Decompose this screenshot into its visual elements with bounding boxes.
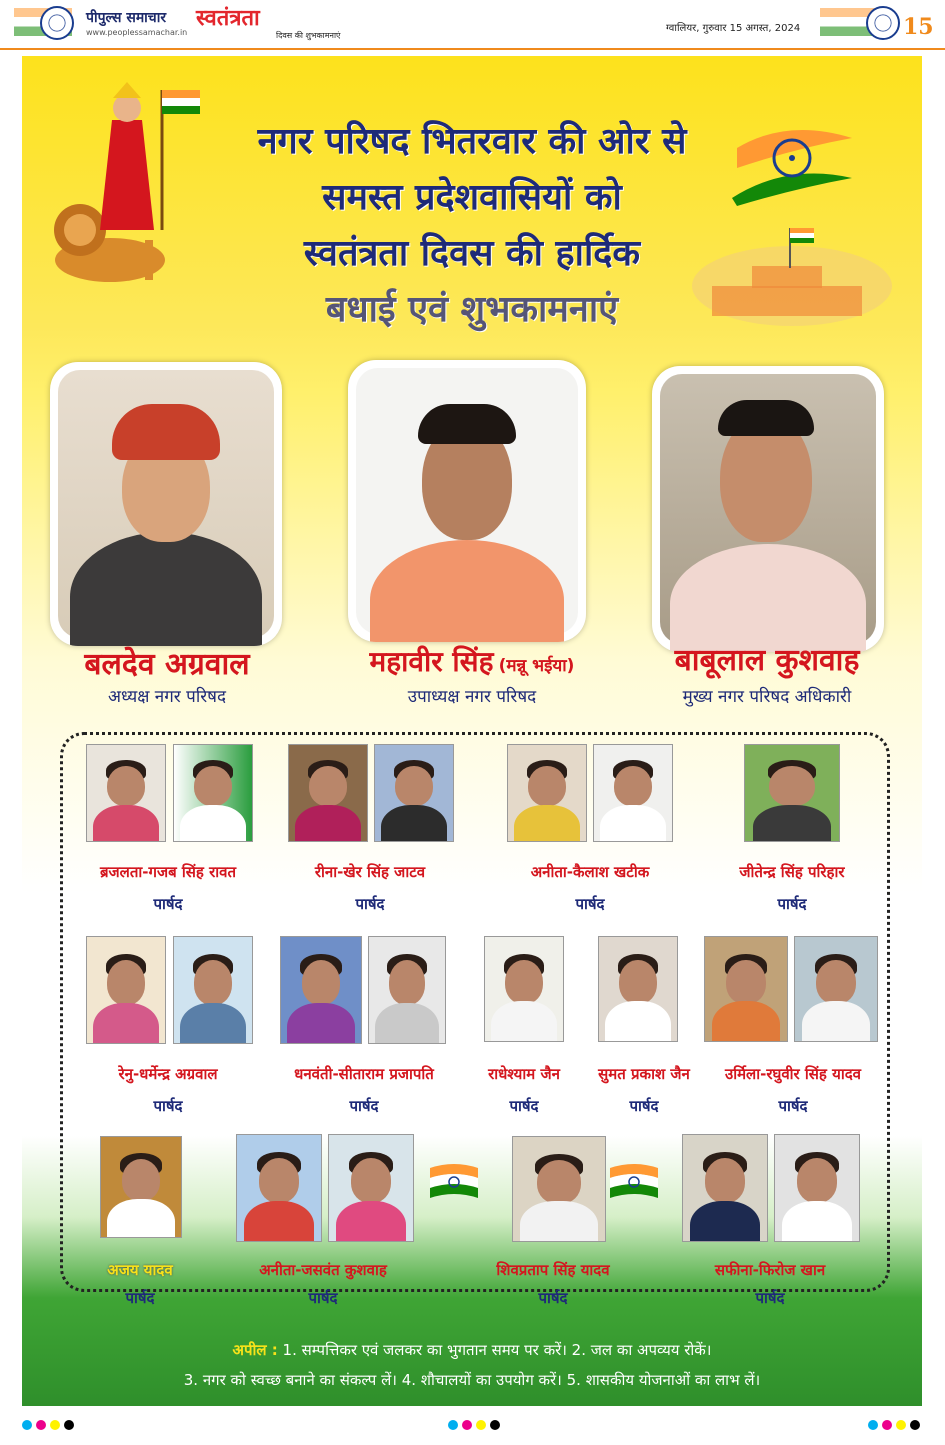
councillor-photo xyxy=(507,744,587,842)
tricolor-flag-icon xyxy=(426,1160,482,1204)
headline-line-2: समस्त प्रदेशवासियों को xyxy=(322,177,622,218)
councillor-name: ब्रजलता-गजब सिंह रावत xyxy=(99,863,236,881)
councillor-photo xyxy=(682,1134,768,1242)
councillor-role: पार्षद xyxy=(778,1097,808,1115)
headline-line-1: नगर परिषद भितरवार की ओर से xyxy=(257,121,687,162)
councillor-photo xyxy=(484,936,564,1042)
councillor-role: पार्षद xyxy=(777,895,807,913)
councillor-name: उर्मिला-रघुवीर सिंह यादव xyxy=(724,1065,862,1083)
leader-name-3: बाबूलाल कुशवाह xyxy=(674,643,860,678)
print-registration-mark xyxy=(896,1420,906,1430)
print-registration-mark xyxy=(490,1420,500,1430)
section-subtitle: दिवस की शुभकामनाएं xyxy=(276,31,341,40)
leader-role-1: अध्यक्ष नगर परिषद xyxy=(107,687,227,707)
councillor-photo xyxy=(374,744,454,842)
councillor-role: पार्षद xyxy=(349,1097,379,1115)
councillor-photo xyxy=(280,936,362,1044)
ashoka-chakra-icon xyxy=(40,6,74,40)
councillor-name: सुमत प्रकाश जैन xyxy=(598,1065,690,1083)
appeal-line-1 xyxy=(22,1340,922,1360)
councillor-photo xyxy=(236,1134,322,1242)
councillor-photo xyxy=(744,744,840,842)
councillor-role: पार्षद xyxy=(509,1097,539,1115)
leader-role-2: उपाध्यक्ष नगर परिषद xyxy=(407,687,537,707)
print-registration-mark xyxy=(22,1420,32,1430)
print-registration-mark xyxy=(64,1420,74,1430)
councillor-photo xyxy=(512,1136,606,1242)
councillor-photo xyxy=(774,1134,860,1242)
councillor-role: पार्षद xyxy=(629,1097,659,1115)
leader-name-2: महावीर सिंह xyxy=(369,645,494,678)
councillor-name: रेनु-धर्मेन्द्र अग्रवाल xyxy=(118,1065,218,1083)
leader-nickname-2: (मन्नू भईया) xyxy=(498,656,575,676)
councillor-role: पार्षद xyxy=(355,895,385,913)
newspaper-masthead xyxy=(0,0,945,50)
tricolor-flag-icon xyxy=(606,1160,662,1204)
councillor-role: पार्षद xyxy=(153,895,183,913)
red-fort-illustration xyxy=(672,226,902,336)
councillor-role: पार्षद xyxy=(755,1289,785,1307)
print-registration-mark xyxy=(462,1420,472,1430)
councillor-name: अनीता-जसवंत कुशवाह xyxy=(259,1261,387,1279)
appeal-line-2 xyxy=(22,1370,922,1390)
councillor-name: सफीना-फिरोज खान xyxy=(714,1261,826,1279)
print-registration-mark xyxy=(868,1420,878,1430)
councillor-photo xyxy=(173,744,253,842)
leader-name-1: बलदेव अग्रवाल xyxy=(84,647,250,682)
councillor-photo xyxy=(704,936,788,1042)
councillor-name: रीना-खेर सिंह जाटव xyxy=(314,863,426,881)
councillor-photo xyxy=(328,1134,414,1242)
councillor-name: शिवप्रताप सिंह यादव xyxy=(496,1261,610,1279)
councillor-photo xyxy=(598,936,678,1042)
leader-photo-3 xyxy=(652,366,884,652)
ashoka-chakra-icon xyxy=(866,6,900,40)
councillor-photo xyxy=(593,744,673,842)
councillor-photo xyxy=(794,936,878,1042)
appeal-text-2: 3. नगर को स्वच्छ बनाने का संकल्प लें। 4. शौचालयों का उपयोग करें। 5. शासकीय योजनाओं का लाभ लें। xyxy=(183,1371,761,1389)
councillor-name: अनीता-कैलाश खटीक xyxy=(530,863,650,881)
print-registration-mark xyxy=(476,1420,486,1430)
councillor-role: पार्षद xyxy=(125,1289,155,1307)
leader-photo-1 xyxy=(50,362,282,646)
print-registration-mark xyxy=(36,1420,46,1430)
print-registration-mark xyxy=(882,1420,892,1430)
councillor-role: पार्षद xyxy=(575,895,605,913)
councillor-photo xyxy=(173,936,253,1044)
councillor-role: पार्षद xyxy=(538,1289,568,1307)
newspaper-url: www.peoplessamachar.in xyxy=(86,28,188,37)
councillor-photo xyxy=(368,936,446,1044)
councillor-photo xyxy=(288,744,368,842)
councillor-photo xyxy=(86,936,166,1044)
councillor-photo xyxy=(86,744,166,842)
newspaper-name: पीपुल्स समाचार xyxy=(86,10,167,26)
councillor-name: जीतेन्द्र सिंह परिहार xyxy=(739,863,845,881)
page-number: 15 xyxy=(903,14,934,40)
greeting-advertisement xyxy=(22,56,922,1406)
councillor-role: पार्षद xyxy=(153,1097,183,1115)
councillor-photo xyxy=(100,1136,182,1238)
issue-date: ग्वालियर, गुरुवार 15 अगस्त, 2024 xyxy=(666,23,801,34)
leader-photo-2 xyxy=(348,360,586,642)
print-registration-mark xyxy=(448,1420,458,1430)
headline-line-3: स्वतंत्रता दिवस की हार्दिक xyxy=(303,233,641,274)
print-registration-mark xyxy=(910,1420,920,1430)
councillor-role: पार्षद xyxy=(308,1289,338,1307)
leader-role-3: मुख्य नगर परिषद अधिकारी xyxy=(682,687,852,707)
appeal-text-1: 1. सम्पत्तिकर एवं जलकर का भुगतान समय पर करें। 2. जल का अपव्यय रोकें। xyxy=(282,1341,712,1359)
tricolor-brush-decoration xyxy=(727,118,857,208)
print-registration-mark xyxy=(50,1420,60,1430)
councillor-name: धनवंती-सीताराम प्रजापति xyxy=(294,1065,434,1083)
appeal-label: अपील : xyxy=(232,1341,278,1359)
leader-name-block-2 xyxy=(322,642,622,680)
councillor-name: राधेश्याम जैन xyxy=(488,1065,560,1083)
councillor-name: अजय यादव xyxy=(107,1261,173,1279)
section-title: स्वतंत्रता xyxy=(196,5,260,31)
headline-line-4: बधाई एवं शुभकामनाएं xyxy=(325,289,619,330)
